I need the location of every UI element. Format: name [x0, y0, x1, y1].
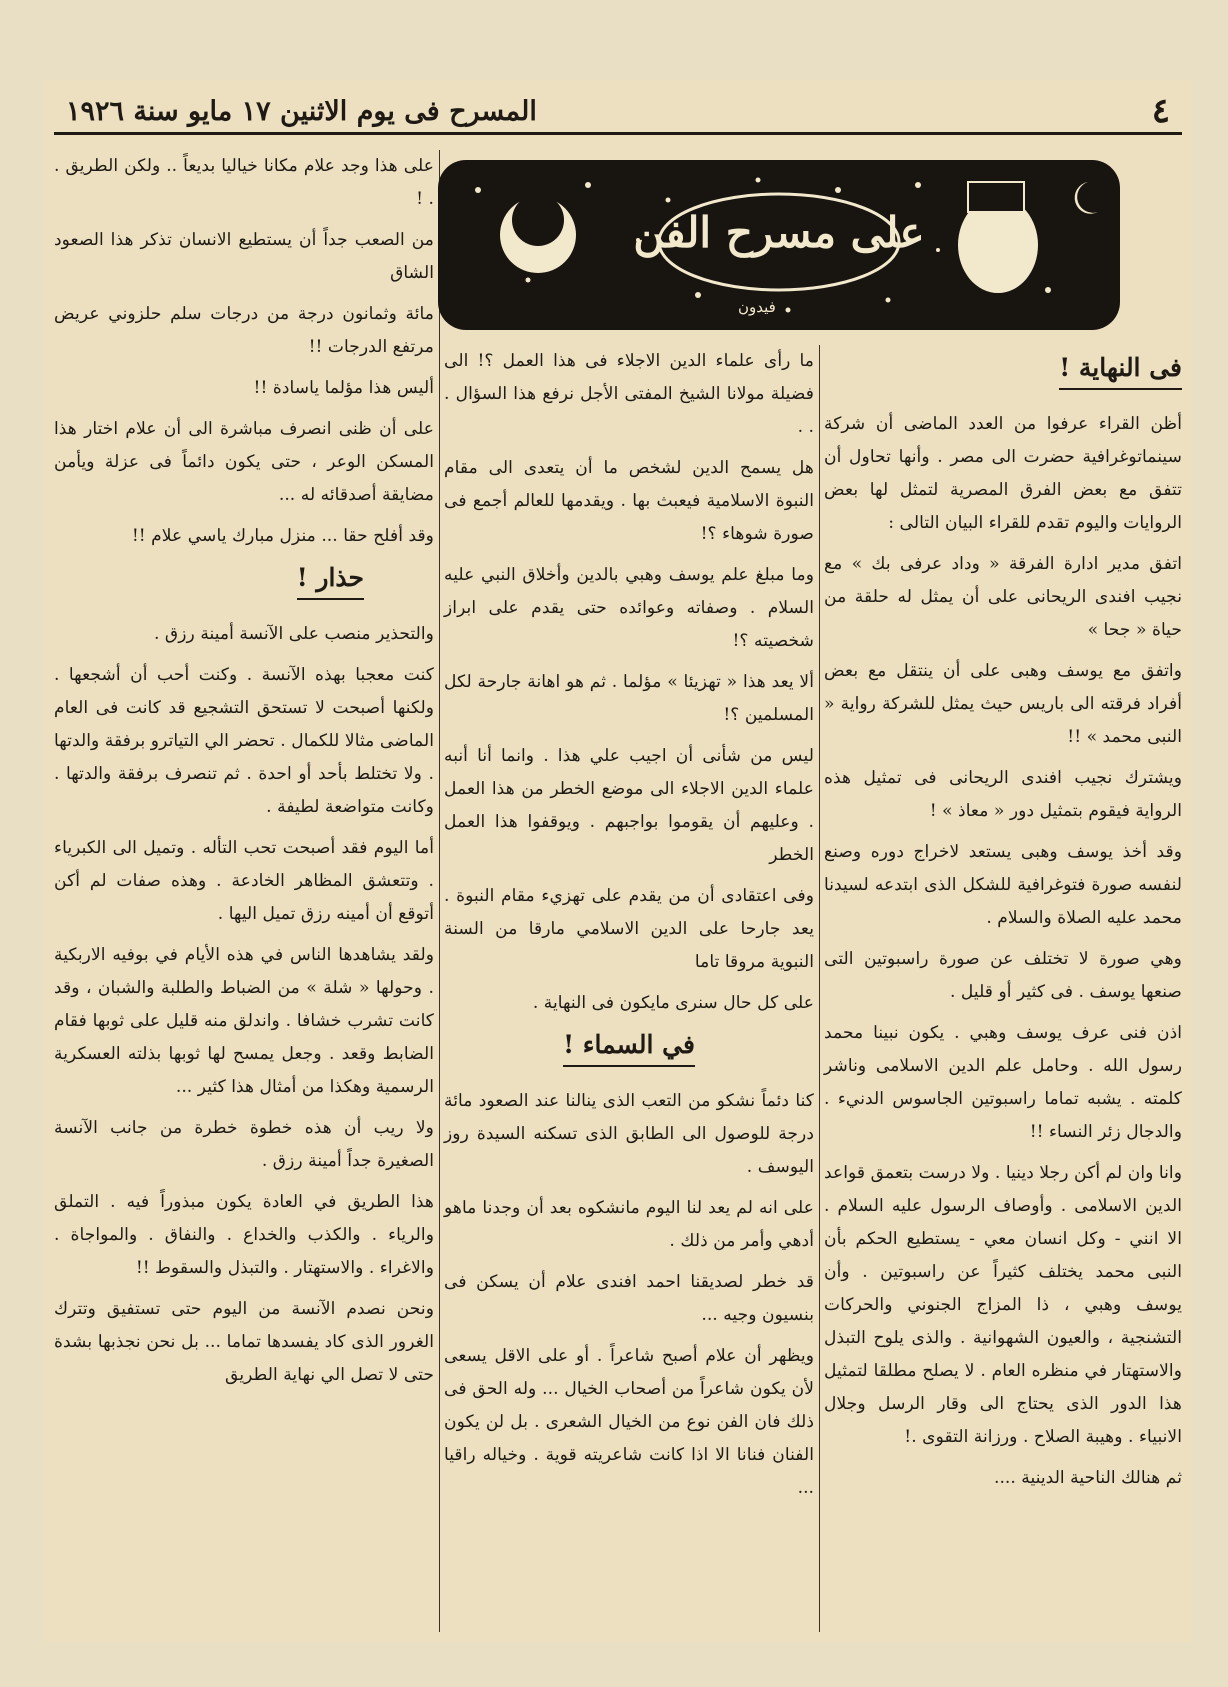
paragraph: ونحن نصدم الآنسة من اليوم حتى تستفيق وتترك الغرور الذى كاد يفسدها تماما ... بل نحن نجذبها بشدة حتى لا تصل الي نهاية الطريق: [54, 1299, 434, 1385]
banner-title: على مسرح الفن: [633, 208, 925, 257]
paragraph: ولقد يشاهدها الناس في هذه الأيام في بوفيه الاربكية . وحولها « شلة » من الضباط والطلبة والشبان ، وقد كانت تشرب خشافا . واندلق منه قليل على ثوبها فقام الضابط وقعد . وجعل يمسح لها ثوبها بذلته العسكرية الرسمية وهكذا من أمثال هذا كثير ...: [54, 945, 434, 1097]
paragraph: اتفق مدير ادارة الفرقة « وداد عرفى بك » مع نجيب افندى الريحانى على أن يمثل له حلقة من حياة « جحا »: [824, 554, 1182, 640]
paragraph: أما اليوم فقد أصبحت تحب التأله . وتميل الى الكبرياء . وتتعشق المظاهر الخادعة . وهذه صفات لم أكن أتوقع أن أمينه رزق تميل اليها .: [54, 838, 434, 924]
section-heading-in-the-sky: في السماء !: [563, 1028, 695, 1067]
paragraph: على أن ظنى انصرف مباشرة الى أن علام اختار هذا المسكن الوعر ، حتى يكون دائماً فى عزلة ويأمن مضايقة أصدقائه له ...: [54, 419, 434, 505]
paragraph: وفى اعتقادى أن من يقدم على تهزيء مقام النبوة . يعد جارحا على الدين الاسلامي مارقا من السنة النبوية مروقا تاما: [444, 886, 814, 972]
paragraph: وهي صورة لا تختلف عن صورة راسبوتين التى صنعها يوسف . فى كثير أو قليل .: [824, 949, 1182, 1002]
paragraph: ليس من شأنى أن اجيب علي هذا . وانما أنا أنبه علماء الدين الاجلاء الى موضع الخطر من هذا العمل . وعليهم أن يقوموا بواجبهم . ويوقفوا هذا العمل الخطر: [444, 746, 814, 865]
paragraph: ألا يعد هذا « تهزيئا » مؤلما . ثم هو اهانة جارحة لكل المسلمين ؟!: [444, 672, 814, 725]
section-heading-in-the-end: فى النهاية !: [1059, 351, 1182, 390]
masthead-date-line: المسرح فى يوم الاثنين ١٧ مايو سنة ١٩٢٦: [66, 95, 537, 127]
paragraph: أظن القراء عرفوا من العدد الماضى أن شركة سينماتوغرافية حضرت الى مصر . وأنها تحاول أن تتفق مع بعض الفرق المصرية لتمثل لها بعض الروايات واليوم تقدم للقراء البيان التالى :: [824, 414, 1182, 533]
paragraph: اذن فنى عرف يوسف وهبي . يكون نبينا محمد رسول الله . وحامل علم الدين الاسلامى وناشر كلمته . يشبه تماما راسبوتين الجاسوس الدنيء . والدجال زئر النساء !!: [824, 1023, 1182, 1142]
column-divider: [439, 150, 440, 1632]
paragraph: على انه لم يعد لنا اليوم مانشكوه بعد أن وجدنا ماهو أدهي وأمر من ذلك .: [444, 1198, 814, 1251]
column-middle: [444, 345, 814, 1635]
paragraph: ما رأى علماء الدين الاجلاء فى هذا العمل ؟! الى فضيلة مولانا الشيخ المفتى الأجل نرفع هذا السؤال . . .: [444, 351, 814, 437]
column-divider: [819, 345, 820, 1632]
paragraph: كنت معجبا بهذه الآنسة . وكنت أحب أن أشجعها . ولكنها أصبحت لا تستحق التشجيع قد كانت فى العام الماضى مثالا للكمال . تحضر الي التياترو برفقة والدتها . ولا تختلط بأحد أو احدة . ثم تنصرف برفقة والدتها . وكانت متواضعة لطيفة .: [54, 665, 434, 817]
paragraph: ويظهر أن علام أصبح شاعراً . أو على الاقل يسعى لأن يكون شاعراً من أصحاب الخيال ... وله الحق فى ذلك فان الفن نوع من الخيال الشعرى . بل لن يكون الفنان فنانا الا اذا كانت شاعريته قوية . وخياله راقيا ...: [444, 1346, 814, 1498]
paragraph: وقد أفلح حقا ... منزل مبارك ياسي علام !!: [131, 526, 434, 546]
paragraph: والتحذير منصب على الآنسة أمينة رزق .: [154, 624, 434, 644]
paragraph: من الصعب جداً أن يستطيع الانسان تذكر هذا الصعود الشاق: [54, 230, 434, 283]
section-heading-warning: حذار !: [297, 561, 364, 600]
paragraph: ولا ريب أن هذه خطوة خطرة من جانب الآنسة الصغيرة جداً أمينة رزق .: [54, 1118, 434, 1171]
paragraph: وانا وان لم أكن رجلا دينيا . ولا درست بتعمق قواعد الدين الاسلامى . وأوصاف الرسول عليه السلام . الا انني - وكل انسان معي - يستطيع الحكم بأن النبى محمد يختلف كثيراً عن راسبوتين . وأن يوسف وهبي ، ذا المزاج الجنوني والحركات التشنجية ، والعيون الشهوانية . والذى يلوح التبذل والاستهتار في منظره العام . لا يصلح مطلقا لتمثيل هذا الدور الذى يحتاج الى وقار الرسل وجلال الانبياء . وهيبة الصلاح . ورزانة التقوى .!: [824, 1163, 1182, 1447]
paragraph: هذا الطريق في العادة يكون مبذوراً فيه . التملق والرياء . والكذب والخداع . والنفاق . والمواجاة . والاغراء . والاستهتار . والتبذل والسقوط !!: [54, 1192, 434, 1278]
paragraph: أليس هذا مؤلما ياسادة !!: [253, 378, 434, 398]
newspaper-page: [44, 80, 1192, 1642]
paragraph: ويشترك نجيب افندى الريحانى فى تمثيل هذه الرواية فيقوم بتمثيل دور « معاذ » !: [824, 768, 1182, 821]
paragraph: ثم هنالك الناحية الدينية ....: [993, 1468, 1182, 1488]
paragraph: على هذا وجد علام مكانا خياليا بديعاً .. ولكن الطريق . . !: [54, 156, 434, 209]
paragraph: وما مبلغ علم يوسف وهبي بالدين وأخلاق النبي عليه السلام . وصفاته وعوائده حتى يقدم على ابراز شخصيته ؟!: [444, 565, 814, 651]
paragraph: على كل حال سنرى مايكون فى النهاية .: [532, 993, 814, 1013]
paragraph: قد خطر لصديقنا احمد افندى علام أن يسكن فى بنسيون وجيه ...: [444, 1272, 814, 1325]
artist-signature: فيدون: [738, 298, 776, 316]
paragraph: وقد أخذ يوسف وهبى يستعد لاخراج دوره وصنع لنفسه صورة فتوغرافية للشكل الذى ابتدعه لسيدنا محمد عليه الصلاة والسلام .: [824, 842, 1182, 928]
paragraph: هل يسمح الدين لشخص ما أن يتعدى الى مقام النبوة الاسلامية فيعبث بها . ويقدمها للعالم أجمع فى صورة شوهاء ؟!: [444, 458, 814, 544]
heading-wrap: [444, 1028, 814, 1077]
heading-wrap: [824, 351, 1182, 400]
column-left: [54, 150, 434, 1630]
column-right: [824, 345, 1182, 1635]
paragraph: واتفق مع يوسف وهبى على أن ينتقل مع بعض أفراد فرقته الى باريس حيث يمثل للشركة رواية « النبى محمد » !!: [824, 661, 1182, 747]
page-header: [54, 90, 1182, 135]
page-number: ٤: [1151, 91, 1170, 131]
banner-illustration: [438, 160, 1120, 330]
heading-wrap: [54, 561, 434, 610]
paragraph: كنا دئماً نشكو من التعب الذى ينالنا عند الصعود مائة درجة للوصول الى الطابق الذى تسكنه السيدة روز اليوسف .: [444, 1091, 814, 1177]
paragraph: مائة وثمانون درجة من درجات سلم حلزوني عريض مرتفع الدرجات !!: [54, 304, 434, 357]
